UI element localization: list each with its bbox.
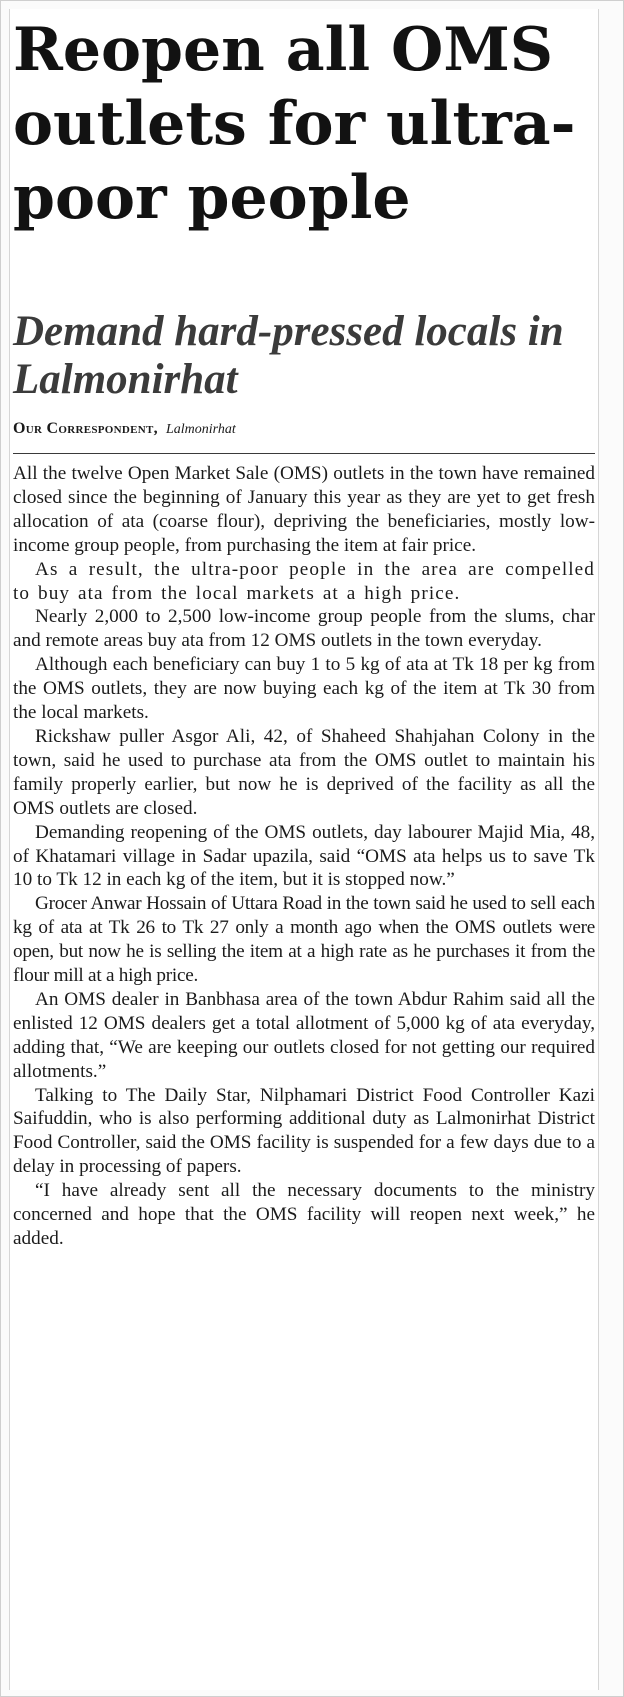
paragraph: All the twelve Open Market Sale (OMS) outlets in the town have remained closed since the beginning of January this year as they are yet to get fresh allocation of ata (coarse flour), depriving the beneficiaries, mostly low-income group people, from purchasing the item at fair price. [13, 463, 595, 556]
byline-divider [13, 453, 595, 454]
paragraph: Demanding reopening of the OMS outlets, day labourer Majid Mia, 48, of Khatamari village in Sadar upazila, said “OMS ata helps us to save Tk 10 to Tk 12 in each kg of the item, but it is stopped now.” [13, 821, 595, 891]
paragraph: “I have already sent all the necessary documents to the ministry concerned and hope that the OMS facility will reopen next week,” he added. [13, 1180, 595, 1249]
byline [13, 419, 593, 440]
paragraph: Rickshaw puller Asgor Ali, 42, of Shaheed Shahjahan Colony in the town, said he used to purchase ata from the OMS outlet to maintain his family properly earlier, but now he is deprived of the facility as all the OMS outlets are closed. [13, 725, 595, 819]
paragraph: An OMS dealer in Banbhasa area of the town Abdur Rahim said all the enlisted 12 OMS dealers get a total allotment of 5,000 kg of ata everyday, adding that, “We are keeping our outlets closed for not getting our required allotments.” [13, 988, 595, 1082]
subheadline: Demand hard-pressed locals in Lalmonirhat [13, 308, 564, 403]
byline-name: Our Correspondent, [13, 420, 158, 437]
paragraph: Grocer Anwar Hossain of Uttara Road in the town said he used to sell each kg of ata at Tk 26 to Tk 27 only a month ago when the OMS outlets were open, but now he is selling the item at a high rate as he purchases it from the flour mill at a high price. [13, 893, 595, 987]
paragraph: Nearly 2,000 to 2,500 low-income group people from the slums, char and remote areas buy ata from 12 OMS outlets in the town everyday. [13, 606, 595, 652]
paragraph: Talking to The Daily Star, Nilphamari District Food Controller Kazi Saifuddin, who is also performing additional duty as Lalmonirhat District Food Controller, said the OMS facility is suspended for a few days due to a delay in processing of papers. [13, 1084, 595, 1178]
headline: Reopen all OMS outlets for ultra-poor people [13, 15, 576, 233]
article-body [13, 462, 595, 1251]
paragraph: As a result, the ultra-poor people in the area are compelled to buy ata from the local markets at a high price. [13, 558, 595, 604]
paragraph: Although each beneficiary can buy 1 to 5 kg of ata at Tk 18 per kg from the OMS outlets, they are now buying each kg of the item at Tk 30 from the local markets. [13, 654, 595, 724]
byline-place: Lalmonirhat [165, 422, 236, 437]
